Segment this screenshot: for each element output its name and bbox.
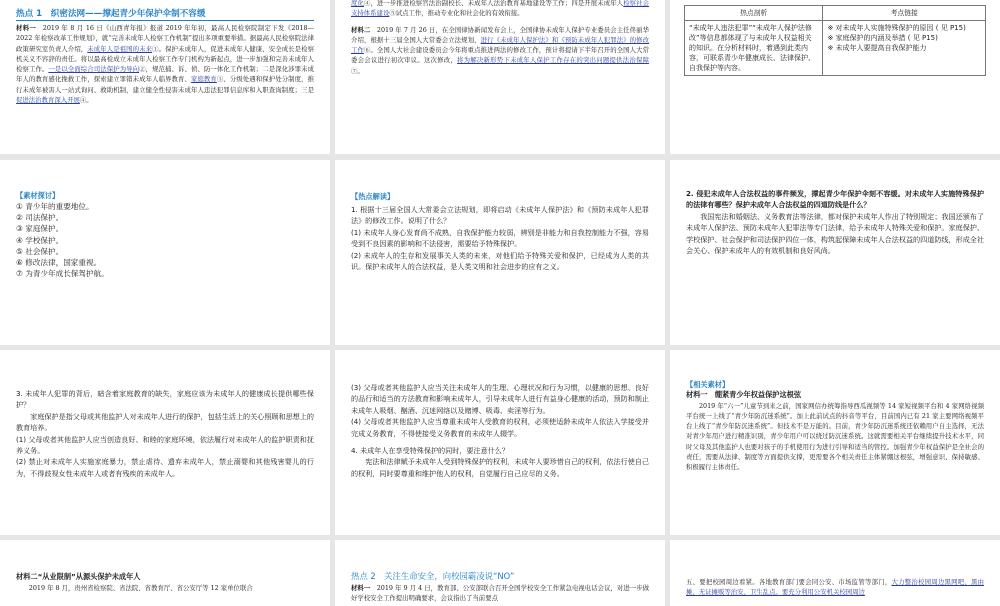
answer-3-part-3: (3) 父母或者其他监护人应当关注未成年人的生理、心理状况和行为习惯，以健康的思想、良好的品行和适当的方法教育和影响未成年人，引导未成年人进行有益身心健康的活动，预防和制止未成年人吸烟、酗酒、沉迷网络以及赌博、吸毒、卖淫等行为。 — [351, 383, 649, 415]
link-item: ※ 家庭保护的内涵及举措 ( 见 P15) — [827, 34, 938, 42]
material-2-body: 2019 年 8 月，贵州省检察院、省法院、省教育厅、省公安厅等 12 家单位联合 — [16, 583, 253, 592]
slide-8 — [335, 350, 665, 535]
material-2-text: 材料二 2019 年 7 月 26 日，在全国律协新闻发布会上，全国律协未成年人保护专业委员会主任佟丽华介绍，根据十三届全国人大常委会立法规划，进行《未成年人保护法》和《预防未成年人犯罪法》的修改工作⑥。全国人大社会建设委员会今年将重点推进两法的修改工作，预计将提请下半年召开的全国人大常委会会议进行初次审议。这次修改，将为解决新形势下未成年人保护工作存在的突出问题提供法治保障⑦。 — [351, 25, 650, 75]
analysis-cell: “未成年人违法犯罪”“未成年人保护法修改”等信息都体现了与未成年人权益相关的知识。在分析材料时，着遇到此类内容，可联系青少年健康成长、法律保护、自我保护等内容。 — [685, 21, 823, 76]
answer-1-part-2: (2) 未成年人的生存和发展事关人类的未来，对他们给予特殊关爱和保护，已经成为人类的共识。保护未成年人的合法权益，是人类文明和社会进步的应有之义。 — [351, 250, 649, 272]
list-item: ③ 家庭保护。 — [16, 224, 64, 234]
discussion-list — [16, 201, 314, 279]
question-1: 1. 根据十三届全国人大常委会立法规划，即将启动《未成年人保护法》和《预防未成年人犯罪法》的修改工作。说明了什么？ — [351, 205, 649, 226]
question-4: 4. 未成年人在享受特殊保护的同时，要注意什么？ — [351, 446, 509, 456]
hotspot-2-heading: 热点 2 关注生命安全，向校园霸凌说“NO” — [351, 571, 515, 581]
answer-3-part-1: (1) 父母或者其他监护人应当创造良好、和睦的家庭环境，依法履行对未成年人的监护职责和抚养义务。 — [16, 434, 314, 456]
campus-surroundings-text: 五、要把校园周边看紧。各地教育部门要会同公安、市场监管等部门，大力整治校园周边黑网吧、黑由摊、无证摊贩等治安、卫生乱点。要充分利用公安机关校园周边 — [686, 578, 985, 597]
table-header-links: 考点链接 — [823, 6, 986, 21]
list-item: ① 青少年的重要地位。 — [16, 202, 94, 211]
related-material-tag: 【相关素材】 — [686, 380, 730, 389]
answer-3-intro: 家庭保护是指父母或其他监护人对未成年人进行的保护，包括生活上的关心照顾和思想上的教育培养。 — [16, 411, 314, 433]
material-1-text: 材料一 2019 年 8 月 16 日《山西青年报》报道 2019 年年初，最高人民检察院制定下发《2018—2022 年检察改革工作规划》，就“完善未成年人检察工作机制”提出多项重要举措。据最高人民检察院法律政策研究室负责人介绍，未成年人是祖国的未来①。保护未成年人，促进未成年人健康、安全成长是检察机关义不容辞的责任。将以最高检成立未成年人检察工作专门机构为新起点，进一步加强和完善未成年人检察工作。一是以全面综合司法保护为导向②，规范捕、诉、侦、防一体化工作机制；二是深化涉罪未成年人的教育感化挽救工作，探索建立罪错未成年人临界教育、家庭教育③、分级处遇和保护处分制度，推行未成年被害人一站式询问、救助机制，建立健全性侵害未成年人违法犯罪信息库和入职查询制度；三是促进法治教育深入开展④。 — [16, 24, 315, 105]
answer-1-part-1: (1) 未成年人身心发育尚不成熟，自我保护能力较弱，辨别是非能力和自我控制能力不强，容易受到不良因素的影响和不法侵害，需要给予特殊保护。 — [351, 227, 649, 249]
slide-4 — [0, 160, 330, 345]
slide-5 — [335, 160, 665, 345]
question-3: 3. 未成年人犯罪的背后，暗含着家庭教育的缺失，家庭应该为未成年人的健康成长提供哪些保护？ — [16, 389, 314, 410]
answer-3-part-2: (2) 禁止对未成年人实施家庭暴力，禁止虐待、遗弃未成年人，禁止溺婴和其他残害婴儿的行为，不得歧视女性未成年人或者有残疾的未成年人。 — [16, 457, 314, 478]
slide-2 — [335, 0, 665, 154]
link-item: ※ 对未成年人实施特殊保护的原因 ( 见 P15) — [827, 24, 966, 32]
material-1-continued: 度化④，进一步推进检察官法治副校长、未成年人法治教育基地建设等工作；四是开展未成年人检察社会支持体系建设⑤试点工作，推动专业化和社会化的有效衔接。 — [351, 0, 650, 18]
list-item: ⑤ 社会保护。 — [16, 246, 64, 256]
analysis-table — [684, 5, 986, 76]
slide-6 — [670, 160, 1000, 345]
slide-12 — [670, 540, 1000, 606]
list-item: ⑦ 为青少年成长保驾护航。 — [16, 269, 109, 279]
material-discussion-tag: 【素材探讨】 — [16, 191, 60, 200]
slide-3 — [670, 0, 1000, 154]
hotspot-1-heading: 热点 1 织密法网——撑起青少年保护伞制不容缓 — [16, 7, 314, 21]
list-item: ④ 学校保护。 — [16, 235, 64, 245]
answer-2: 我国宪法和婚姻法、义务教育法等法律，都对保护未成年人作出了特别规定；我国还颁布了未成年人保护法、预防未成年人犯罪法等专门法律，给予未成年人特殊关爱和保护。家庭保护、学校保护、社会保护和司法保护四位一体，构筑起保障未成年人合法权益的四道防线，形成全社会关心、保护未成年人的有效机制和良好风尚。 — [686, 211, 984, 256]
material-1-title: 材料一 绷紧青少年权益保护这根弦 — [686, 390, 802, 399]
slide-9 — [670, 350, 1000, 535]
answer-3-part-4: (4) 父母或者其他监护人应当尊重未成年人受教育的权利，必须使适龄未成年人依法入学接受并完成义务教育，不得使接受义务教育的未成年人辍学。 — [351, 417, 649, 438]
hot-interpretation-tag: 【热点解读】 — [351, 192, 395, 201]
slide-10 — [0, 540, 330, 606]
hotspot-2-material-1: 材料一 2019 年 9 月 4 日，教育部、公安部联合召开全国学校安全工作紧急电视电话会议，对进一步做好学校安全工作提出明确要求，会议指出了当前要点 — [351, 584, 650, 603]
link-item: ※ 未成年人要提高自我保护能力 — [827, 44, 927, 52]
material-2-title: 材料二“从业限制”从源头保护未成年人 — [16, 572, 141, 581]
material-1-body: 2019 年“六一”儿童节到来之前，国家网信办统筹指导西瓜视频等 14 家短视频平台和 4 家网络视频平台统一上线了“青少年防沉迷系统”。加上此前试点的抖音等平台，目前国内已有 21 家主要网络视频平台上线了“青少年防沉迷系统”。但技术不是万能的。目前，青少年防沉迷系统还依赖用户自主选择，无法对青少年用户进行精准识别，青少年用户可以绕过防沉迷系统。这就需要相关平台继续提升技术水平，同时父母及其他监护人也要对孩子的手机使用行为进行引导和适当的管控。加强青少年权益保护是全社会的责任，需要从法律、制度等方面提供支撑，更需要各个相关责任主体紧绷这根弦，增强意识、保持敏感、积极履行主体责任。 — [686, 401, 984, 472]
table-header-analysis: 热点剖析 — [685, 6, 823, 21]
slide-11 — [335, 540, 665, 606]
question-2: 2. 侵犯未成年人合法权益的事件频发，撑起青少年保护伞刻不容缓。对未成年人实施特殊保护的法律有哪些？保护未成年人合法权益的四道防线是什么？ — [686, 189, 984, 210]
answer-4: 宪法和法律赋予未成年人受到特殊保护的权利，未成年人要珍惜自己的权利，依法行使自己的权利，同时要尊重和维护他人的权利，自觉履行自己应尽的义务。 — [351, 457, 649, 478]
slide-1 — [0, 0, 330, 154]
list-item: ② 司法保护。 — [16, 213, 64, 223]
slide-7 — [0, 350, 330, 535]
list-item: ⑥ 修改法律，国家重视。 — [16, 258, 102, 268]
links-cell — [823, 21, 986, 76]
